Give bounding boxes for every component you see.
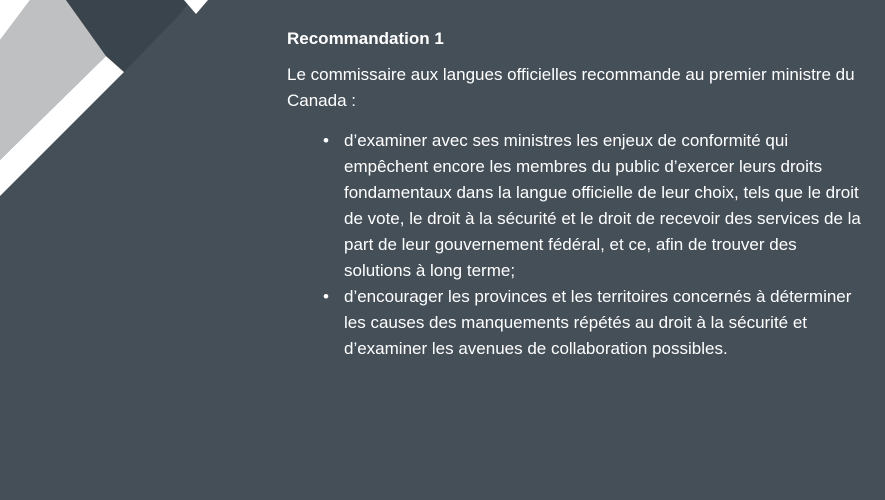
recommendation-content — [287, 28, 867, 362]
recommendation-intro: Le commissaire aux langues officielles recommande au premier ministre du Canada : — [287, 65, 855, 110]
recommendation-heading: Recommandation 1 — [287, 29, 444, 48]
list-item-text: d’encourager les provinces et les territoires concernés à déterminer les causes des manquements répétés au droit à la sécurité et d’examiner les avenues de collaboration possibles. — [344, 287, 852, 358]
bullet-icon: • — [323, 287, 329, 306]
corner-top-notch — [184, 0, 208, 14]
corner-decoration — [0, 0, 240, 200]
recommendation-list — [287, 128, 867, 362]
list-item — [287, 128, 867, 284]
list-item-text: d’examiner avec ses ministres les enjeux de conformité qui empêchent encore les membres du public d’exercer leurs droits fondamentaux dans la langue officielle de leur choix, tels que le droit de vote, le droit à la sécurité et le droit de recevoir des services de la part de leur gouvernement fédéral, et ce, afin de trouver des solutions à long terme; — [344, 131, 861, 280]
bullet-icon: • — [323, 131, 329, 150]
list-item — [287, 284, 867, 362]
